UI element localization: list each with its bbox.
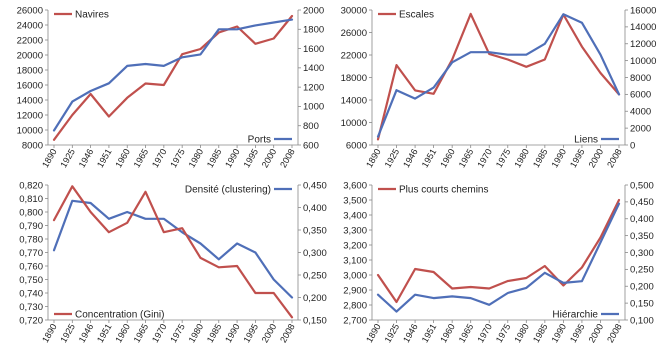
- x-tick-label: 1890: [40, 147, 59, 170]
- left-tick-label: 3,000: [343, 270, 367, 282]
- x-tick-label: 2008: [278, 322, 297, 345]
- left-tick-label: 0,740: [19, 288, 43, 300]
- series-line-concentration-gini-: [54, 186, 292, 317]
- x-tick-label: 2008: [605, 322, 624, 345]
- left-tick-label: 0,720: [19, 315, 43, 327]
- left-tick-label: 0,730: [19, 301, 43, 313]
- legend-label: Plus courts chemins: [399, 184, 489, 196]
- right-tick-label: 600: [303, 140, 319, 152]
- right-tick-label: 0,150: [630, 298, 654, 310]
- left-tick-label: 24000: [16, 20, 43, 32]
- left-tick-label: 16000: [16, 80, 43, 92]
- x-tick-label: 1970: [475, 147, 494, 170]
- x-tick-label: 1990: [549, 147, 569, 170]
- left-tick-label: 0,820: [19, 180, 43, 192]
- legend-entry: [54, 310, 164, 321]
- left-tick-label: 26000: [340, 27, 367, 39]
- x-tick-label: 1965: [456, 147, 476, 170]
- left-tick-label: 12000: [16, 110, 43, 122]
- left-tick-label: 0,770: [19, 247, 43, 259]
- right-tick-label: 0,350: [303, 225, 327, 237]
- left-tick-label: 14000: [340, 95, 367, 107]
- right-tick-label: 0,250: [630, 264, 654, 276]
- x-tick-label: 1990: [549, 322, 569, 345]
- legend-label: Hiérarchie: [552, 309, 598, 321]
- left-tick-label: 0,790: [19, 220, 43, 232]
- left-tick-label: 2,900: [343, 285, 367, 297]
- x-tick-label: 1975: [493, 147, 513, 170]
- legend-label: Densité (clustering): [184, 184, 271, 196]
- x-tick-label: 1995: [241, 147, 261, 170]
- right-tick-label: 14000: [630, 22, 657, 34]
- x-tick-label: 1925: [382, 322, 402, 345]
- x-tick-label: 1995: [241, 322, 261, 345]
- x-tick-label: 1985: [204, 322, 224, 345]
- legend-label: Concentration (Gini): [75, 309, 165, 321]
- x-tick-label: 1995: [567, 147, 587, 170]
- x-tick-label: 1951: [419, 147, 439, 170]
- left-tick-label: 2,800: [343, 300, 367, 312]
- x-tick-label: 1925: [58, 147, 78, 170]
- x-tick-label: 2008: [278, 147, 297, 170]
- left-tick-label: 0,780: [19, 234, 43, 246]
- x-tick-label: 1975: [493, 322, 513, 345]
- x-tick-label: 1946: [401, 322, 420, 345]
- x-tick-label: 1970: [475, 322, 494, 345]
- left-tick-label: 3,300: [343, 225, 367, 237]
- x-tick-label: 1946: [76, 147, 96, 170]
- right-tick-label: 0,300: [630, 247, 654, 259]
- right-tick-label: 0,400: [303, 202, 327, 214]
- x-tick-label: 1925: [58, 322, 78, 345]
- left-tick-label: 26000: [16, 5, 43, 17]
- right-tick-label: 0,200: [303, 292, 327, 304]
- x-tick-label: 1980: [512, 322, 532, 345]
- x-tick-label: 1960: [113, 322, 132, 345]
- right-tick-label: 0: [630, 140, 636, 152]
- x-tick-label: 1985: [204, 147, 224, 170]
- x-tick-label: 1946: [76, 322, 96, 345]
- x-tick-label: 1960: [113, 147, 132, 170]
- x-tick-label: 1980: [512, 147, 532, 170]
- series-line-ports: [54, 20, 292, 131]
- series-line-densit-clustering-: [54, 201, 292, 298]
- legend-entry: [574, 135, 619, 146]
- x-tick-label: 1946: [401, 147, 420, 170]
- x-tick-label: 1965: [456, 322, 476, 345]
- left-tick-label: 14000: [16, 95, 43, 107]
- x-tick-label: 1975: [168, 147, 187, 170]
- right-tick-label: 1800: [303, 24, 325, 36]
- x-tick-label: 1970: [149, 322, 169, 345]
- left-tick-label: 18000: [16, 65, 43, 77]
- x-tick-label: 2000: [259, 147, 279, 170]
- left-tick-label: 3,200: [343, 240, 367, 252]
- left-tick-label: 3,400: [343, 210, 367, 222]
- x-tick-label: 1960: [438, 322, 457, 345]
- left-tick-label: 30000: [340, 5, 367, 17]
- left-tick-label: 0,810: [19, 193, 43, 205]
- x-tick-label: 1975: [168, 322, 187, 345]
- x-tick-label: 1995: [567, 322, 587, 345]
- legend-label: Liens: [574, 134, 598, 146]
- left-tick-label: 2,700: [343, 315, 367, 327]
- right-tick-label: 12000: [630, 39, 657, 51]
- legend-entry: [378, 185, 488, 196]
- x-tick-label: 2000: [259, 322, 279, 345]
- left-tick-label: 0,760: [19, 261, 43, 273]
- right-tick-label: 6000: [630, 89, 652, 101]
- right-tick-label: 1600: [303, 43, 325, 55]
- x-tick-label: 1970: [149, 147, 169, 170]
- x-tick-label: 1985: [530, 322, 550, 345]
- series-line-plus-courts-chemins: [378, 200, 619, 302]
- x-tick-label: 1960: [438, 147, 457, 170]
- legend-entry: [378, 10, 434, 21]
- left-tick-label: 3,600: [343, 180, 367, 192]
- legend-label: Navires: [75, 9, 109, 21]
- right-tick-label: 1200: [303, 82, 325, 94]
- chart-panel-3: [19, 180, 327, 344]
- x-tick-label: 1980: [186, 322, 206, 345]
- x-tick-label: 1951: [94, 147, 114, 170]
- left-tick-label: 0,800: [19, 207, 43, 219]
- right-tick-label: 1400: [303, 63, 325, 75]
- x-tick-label: 1890: [364, 147, 383, 170]
- right-tick-label: 16000: [630, 5, 657, 17]
- series-line-escales: [378, 14, 619, 139]
- right-tick-label: 0,200: [630, 281, 654, 293]
- x-tick-label: 1951: [94, 322, 114, 345]
- chart-panel-4: [343, 180, 654, 344]
- right-tick-label: 0,500: [630, 180, 654, 192]
- legend-label: Ports: [247, 134, 271, 146]
- x-tick-label: 1965: [131, 147, 151, 170]
- legend-entry: [185, 185, 292, 196]
- left-tick-label: 22000: [16, 35, 43, 47]
- left-tick-label: 6000: [345, 140, 367, 152]
- left-tick-label: 10000: [340, 117, 367, 129]
- right-tick-label: 0,400: [630, 214, 654, 226]
- legend-entry: [54, 10, 109, 21]
- x-tick-label: 1951: [419, 322, 439, 345]
- x-tick-label: 1925: [382, 147, 402, 170]
- series-line-hi-rarchie: [378, 204, 619, 312]
- x-tick-label: 2008: [605, 147, 624, 170]
- x-tick-label: 1985: [530, 147, 550, 170]
- left-tick-label: 20000: [16, 50, 43, 62]
- right-tick-label: 0,450: [630, 197, 654, 209]
- left-tick-label: 0,750: [19, 274, 43, 286]
- right-tick-label: 0,150: [303, 315, 327, 327]
- left-tick-label: 10000: [16, 125, 43, 137]
- right-tick-label: 4000: [630, 106, 652, 118]
- legend-entry: [552, 310, 619, 321]
- right-tick-label: 0,350: [630, 230, 654, 242]
- left-tick-label: 3,100: [343, 255, 367, 267]
- legend-entry: [248, 135, 292, 146]
- left-tick-label: 22000: [340, 50, 367, 62]
- series-line-liens: [378, 14, 619, 136]
- x-tick-label: 1965: [131, 322, 151, 345]
- right-tick-label: 1000: [303, 101, 325, 113]
- chart-panel-2: [341, 5, 657, 169]
- x-tick-label: 1980: [186, 147, 206, 170]
- right-tick-label: 0,250: [303, 270, 327, 282]
- x-tick-label: 1890: [40, 322, 59, 345]
- right-tick-label: 0,450: [303, 180, 327, 192]
- left-tick-label: 8000: [21, 140, 43, 152]
- chart-panel-1: [17, 5, 325, 169]
- right-tick-label: 800: [303, 121, 319, 133]
- right-tick-label: 2000: [630, 123, 652, 135]
- x-tick-label: 1990: [223, 322, 242, 345]
- legend-label: Escales: [399, 9, 435, 21]
- right-tick-label: 2000: [303, 5, 325, 17]
- right-tick-label: 0,300: [303, 247, 327, 259]
- right-tick-label: 0,100: [630, 315, 654, 327]
- x-tick-label: 1990: [223, 146, 242, 170]
- x-tick-label: 2000: [586, 322, 606, 345]
- right-tick-label: 10000: [630, 55, 657, 67]
- left-tick-label: 3,500: [343, 195, 367, 207]
- left-tick-label: 18000: [340, 72, 367, 84]
- x-tick-label: 1890: [364, 322, 383, 345]
- series-line-navires: [54, 16, 292, 140]
- right-tick-label: 8000: [630, 72, 652, 84]
- x-tick-label: 2000: [586, 147, 606, 170]
